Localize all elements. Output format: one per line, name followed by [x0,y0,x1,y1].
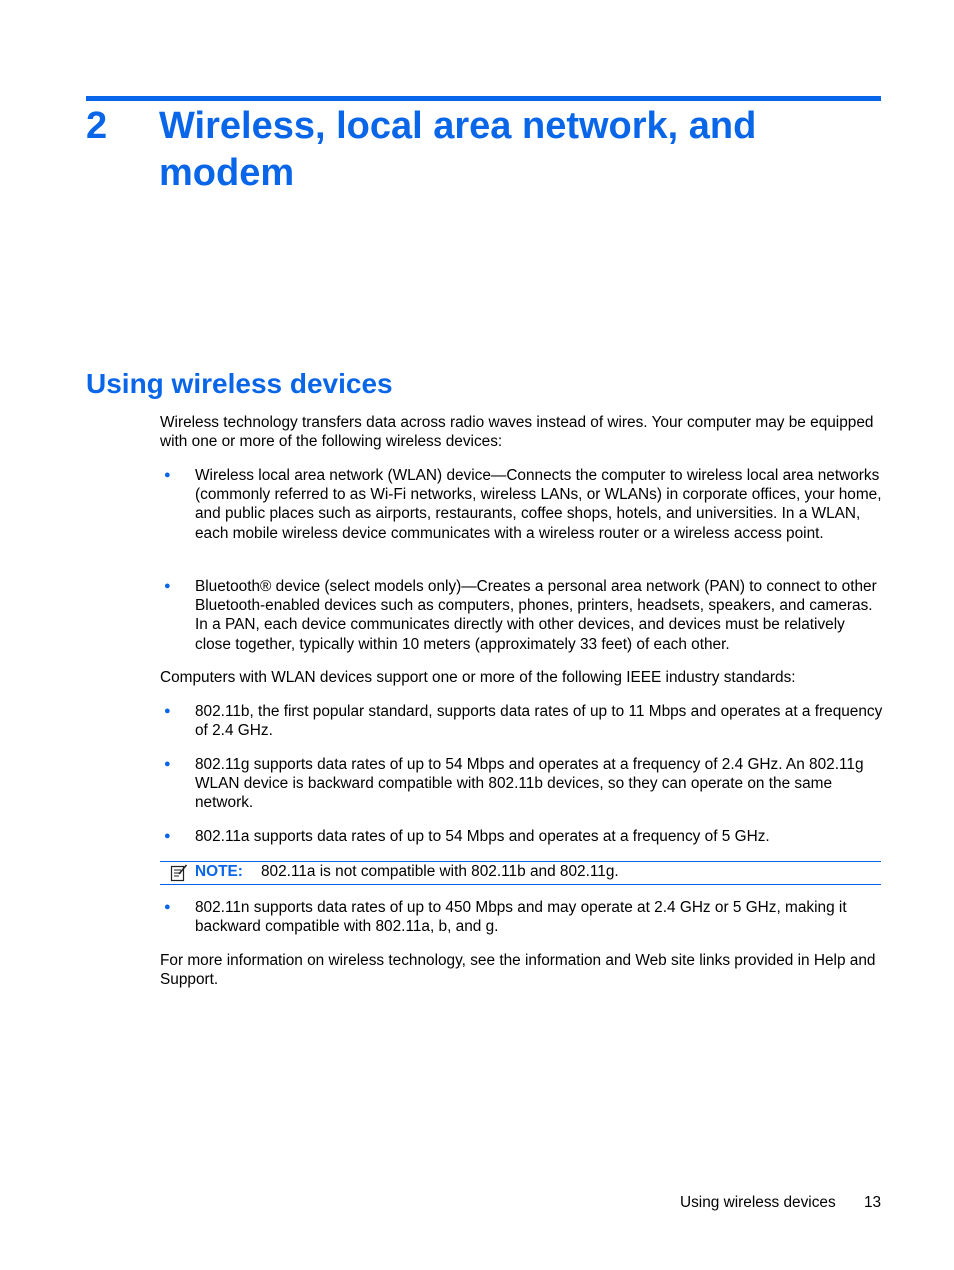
chapter-title: Wireless, local area network, and modem [159,105,757,194]
chapter-rule [86,96,881,101]
bullet-icon: ● [164,469,171,481]
note-box [160,861,881,885]
footer-page-number: 13 [864,1194,882,1211]
intro-paragraph: Wireless technology transfers data across radio waves instead of wires. Your computer may be equipped with one or more of the following wireless devices: [160,414,874,451]
bullet-icon: ● [164,705,171,717]
note-text: 802.11a is not compatible with 802.11b and 802.11g. [261,863,619,880]
note-label: NOTE: [195,863,243,880]
list-item-text: 802.11b, the first popular standard, supports data rates of up to 11 Mbps and operates at a frequency of 2.4 GHz. [195,703,883,740]
bullet-icon: ● [164,830,171,842]
list-item-text: 802.11n supports data rates of up to 450 Mbps and may operate at 2.4 GHz or 5 GHz, making it backward compatible with 802.11a, b, and g. [195,899,847,936]
chapter-number: 2 [86,105,108,147]
list-item-text: Wireless local area network (WLAN) device—Connects the computer to wireless local area networks (commonly referred to as Wi-Fi networks, wireless LANs, or WLANs) in corporate offices, your home, and public places such as airports, restaurants, coffee shops, hotels, and universities. In a WLAN, each mobile wireless device communicates with a wireless router or a wireless access point. [195,467,882,542]
bullet-icon: ● [164,580,171,592]
list-item-text: 802.11g supports data rates of up to 54 Mbps and operates at a frequency of 2.4 GHz. An 802.11g WLAN device is backward compatible with 802.11b devices, so they can operate on the same network. [195,756,864,812]
footer-section-name: Using wireless devices [680,1194,836,1211]
note-icon [170,864,188,882]
section-heading: Using wireless devices [86,368,393,399]
standards-intro-paragraph: Computers with WLAN devices support one or more of the following IEEE industry standards: [160,669,796,686]
list-item-text: Bluetooth® device (select models only)—Creates a personal area network (PAN) to connect to other Bluetooth-enabled devices such as computers, phones, printers, headsets, speakers, and cameras. In a PAN, each device communicates directly with other devices, and devices must be relatively close together, typically within 10 meters (approximately 33 feet) of each other. [195,578,877,653]
list-item-text: 802.11a supports data rates of up to 54 Mbps and operates at a frequency of 5 GHz. [195,828,770,845]
bullet-icon: ● [164,758,171,770]
more-info-paragraph: For more information on wireless technology, see the information and Web site links provided in Help and Support. [160,952,876,989]
bullet-icon: ● [164,901,171,913]
